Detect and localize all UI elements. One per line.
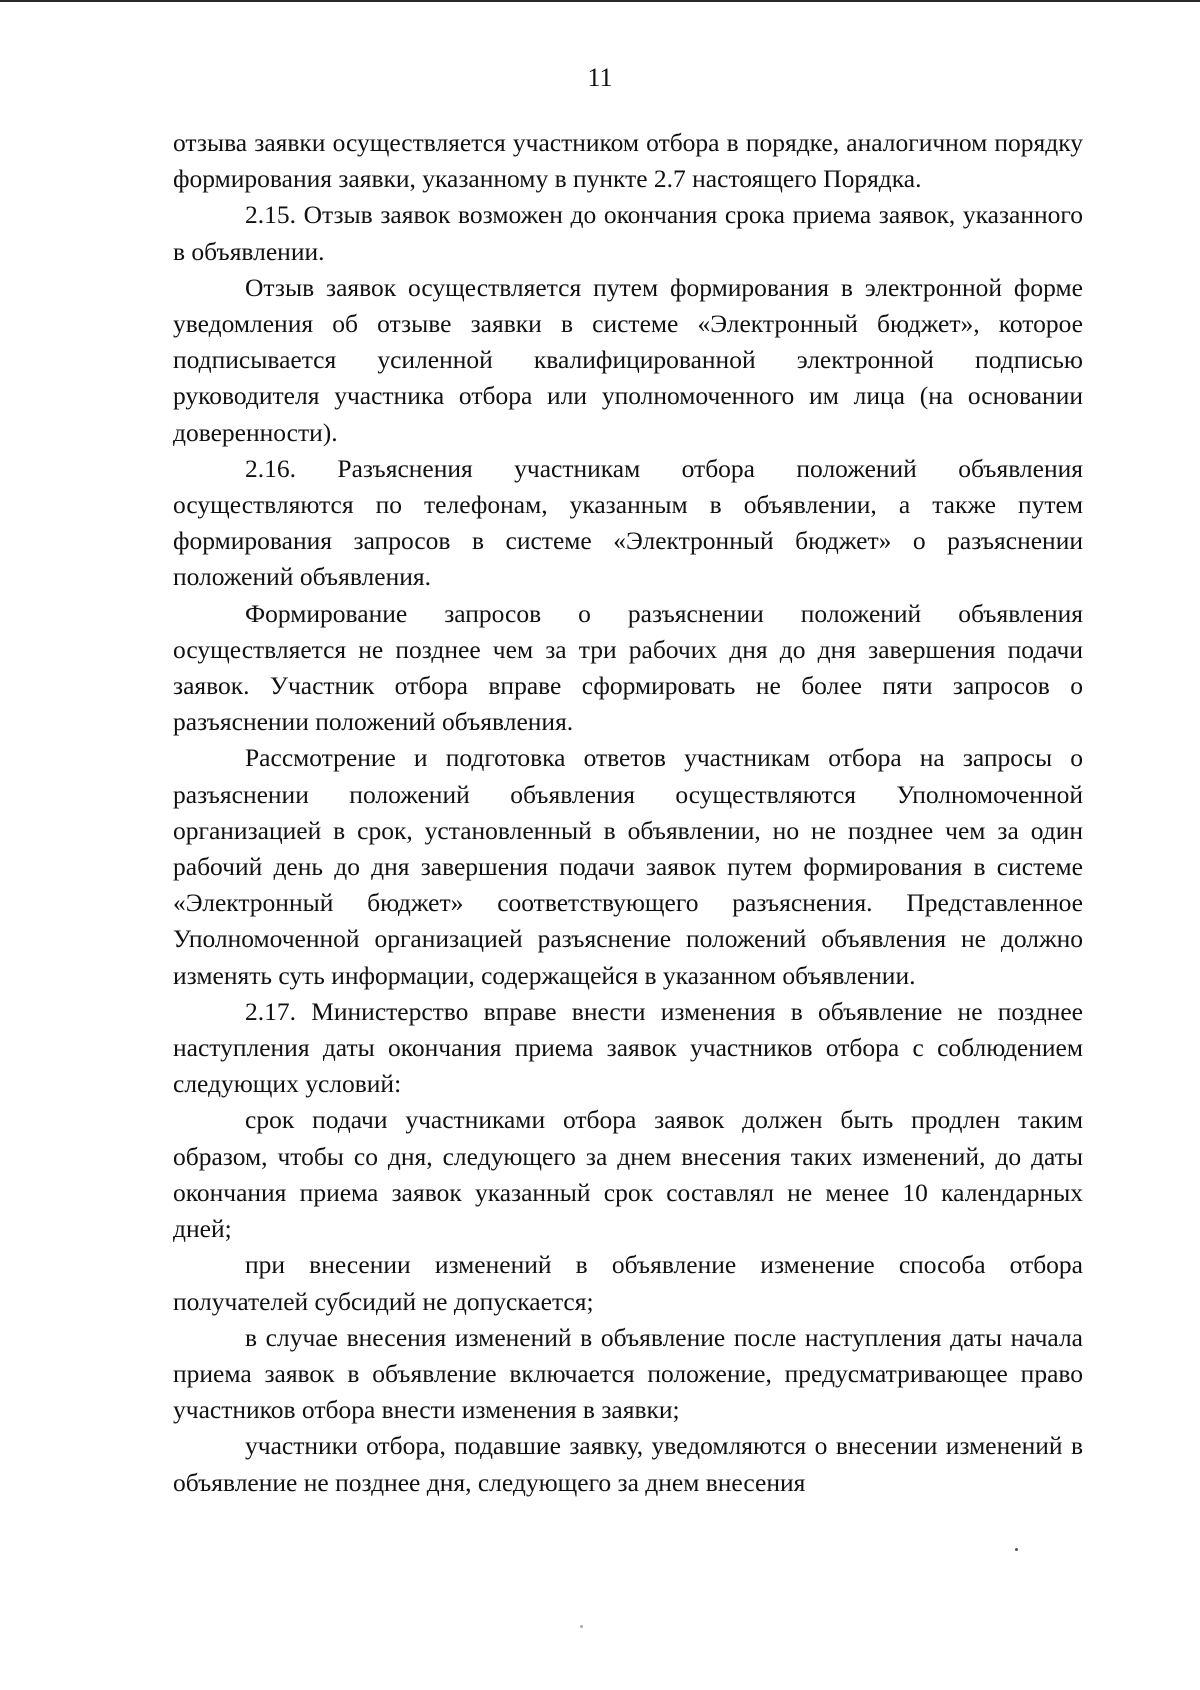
- scan-speck: [1015, 1548, 1018, 1551]
- paragraph-2-16: 2.16. Разъяснения участникам отбора положений объявления осуществляются по телефонам, указанным в объявлении, а также путем формирования запросов в системе «Электронный бюджет» о разъяснении положений объявления.: [173, 453, 1083, 592]
- paragraph-condition-notification: участники отбора, подавшие заявку, уведомляются о внесении изменений в объявление не позднее дня, следующего за днем внесения: [173, 1431, 1083, 1497]
- paragraph-withdrawal-procedure: Отзыв заявок осуществляется путем формирования в электронной форме уведомления об отзыве заявки в системе «Электронный бюджет», которое подписывается усиленной квалифицированной электронной подписью руководителя участника отбора или уполномоченного им лица (на основании доверенности).: [173, 272, 1083, 447]
- scan-speck: [580, 1625, 583, 1628]
- scan-top-edge: [0, 0, 1200, 2]
- paragraph-request-deadline: Формирование запросов о разъяснении положений объявления осуществляется не позднее чем за три рабочих дня до дня завершения подачи заявок. Участник отбора вправе сформировать не более пяти запросов о разъяснении положений объявления.: [173, 598, 1083, 737]
- page-number: 11: [587, 63, 613, 92]
- paragraph-condition-amend-applications: в случае внесения изменений в объявление после наступления даты начала приема заявок в объявление включается положение, предусматривающее право участников отбора внести изменения в заявки;: [173, 1322, 1083, 1425]
- paragraph-condition-deadline-extension: срок подачи участниками отбора заявок должен быть продлен таким образом, чтобы со дня, следующего за днем внесения таких изменений, до даты окончания приема заявок указанный срок составлял не менее 10 календарных дней;: [173, 1105, 1083, 1244]
- paragraph-continuation: отзыва заявки осуществляется участником отбора в порядке, аналогичном порядку формирования заявки, указанному в пункте 2.7 настоящего Порядка.: [173, 128, 1083, 194]
- paragraph-2-17: 2.17. Министерство вправе внести изменения в объявление не позднее наступления даты окончания приема заявок участников отбора с соблюдением следующих условий:: [173, 996, 1083, 1099]
- document-body: [173, 125, 1083, 1501]
- paragraph-2-15: 2.15. Отзыв заявок возможен до окончания срока приема заявок, указанного в объявлении.: [173, 200, 1083, 266]
- paragraph-condition-method-unchanged: при внесении изменений в объявление изменение способа отбора получателей субсидий не допускается;: [173, 1250, 1083, 1316]
- paragraph-request-review: Рассмотрение и подготовка ответов участникам отбора на запросы о разъяснении положений объявления осуществляются Уполномоченной организацией в срок, установленный в объявлении, но не позднее чем за один рабочий день до дня завершения подачи заявок путем формирования в системе «Электронный бюджет» соответствующего разъяснения. Представленное Уполномоченной организацией разъяснение положений объявления не должно изменять суть информации, содержащейся в указанном объявлении.: [173, 743, 1083, 990]
